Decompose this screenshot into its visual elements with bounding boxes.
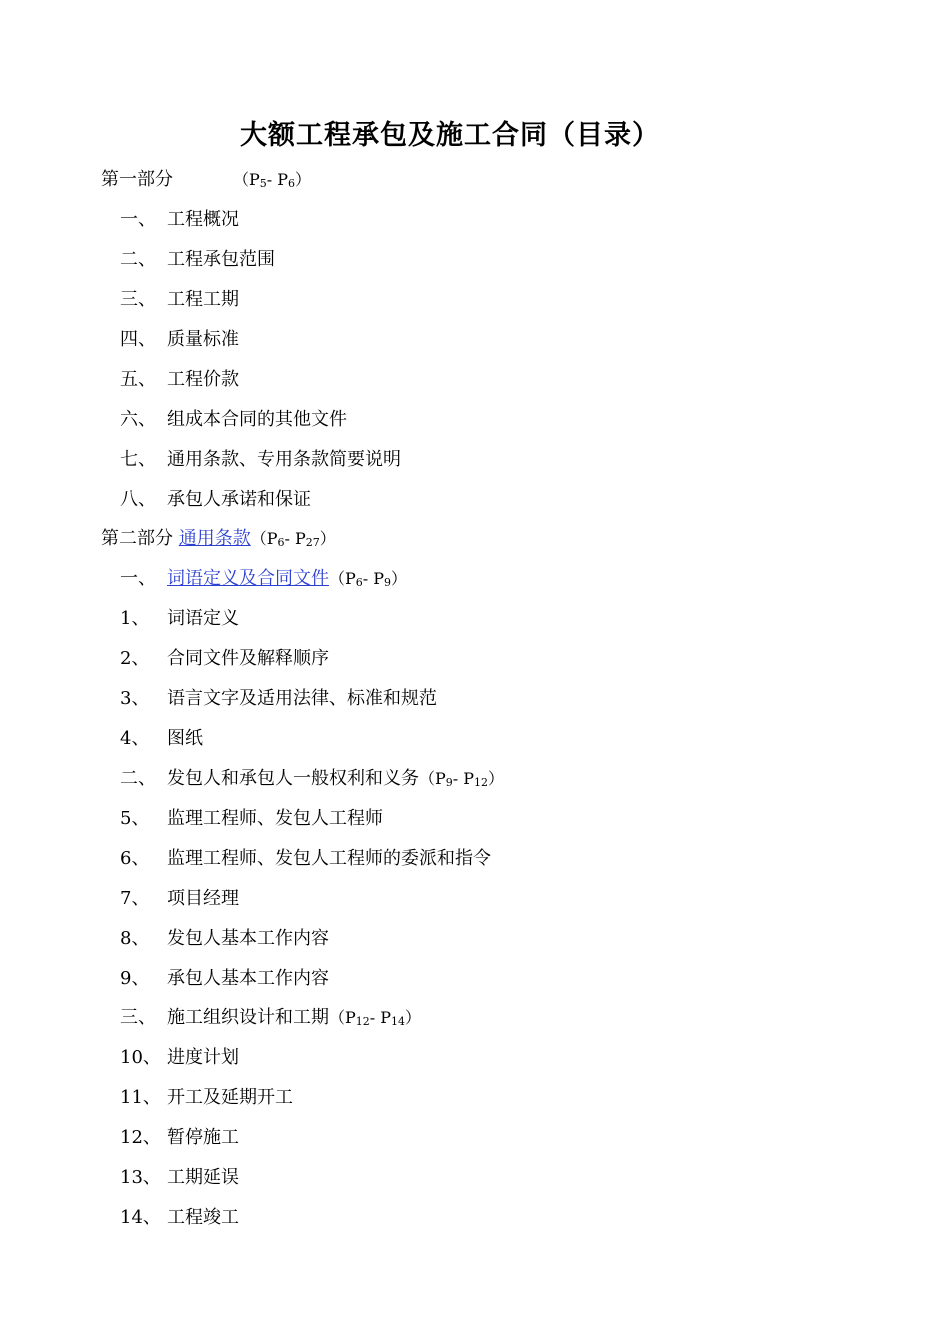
toc-item: 二、 工程承包范围 bbox=[120, 249, 275, 270]
document-title: 大额工程承包及施工合同（目录） bbox=[240, 120, 660, 151]
section-2-page-range: （$P_9-$ $P_{12}$） bbox=[419, 769, 505, 789]
toc-item: 2、 合同文件及解释顺序 bbox=[120, 648, 329, 669]
section-3-page-range: （$P_{12}-$ $P_{14}$） bbox=[329, 1008, 422, 1028]
toc-item: 12、 暂停施工 bbox=[120, 1127, 239, 1148]
toc-item: 8、 发包人基本工作内容 bbox=[120, 928, 329, 949]
section-3-heading: 三、 施工组织设计和工期（$P_{12}-$ $P_{14}$） bbox=[120, 1007, 422, 1028]
toc-item: 7、 项目经理 bbox=[120, 888, 239, 909]
toc-item: 14、 工程竣工 bbox=[120, 1207, 239, 1228]
toc-item: 4、 图纸 bbox=[120, 728, 203, 749]
toc-item: 1、 词语定义 bbox=[120, 608, 239, 629]
toc-item: 6、 监理工程师、发包人工程师的委派和指令 bbox=[120, 848, 491, 869]
toc-item: 5、 监理工程师、发包人工程师 bbox=[120, 808, 383, 829]
toc-item: 9、 承包人基本工作内容 bbox=[120, 968, 329, 989]
part-2-page-range: （$P_6-$ $P_{27}$） bbox=[250, 529, 336, 549]
part-1-heading bbox=[101, 168, 311, 196]
part-1-page-range: （$P_5-$ $P_6$） bbox=[233, 170, 312, 190]
part-1-label: 第一部分 bbox=[101, 169, 173, 190]
toc-item: 四、 质量标准 bbox=[120, 329, 239, 350]
toc-item: 13、 工期延误 bbox=[120, 1167, 239, 1188]
section-1-page-range: （$P_6-$ $P_9$） bbox=[329, 569, 408, 589]
part-2-heading bbox=[101, 527, 336, 555]
definitions-link[interactable]: 词语定义及合同文件 bbox=[167, 568, 329, 589]
toc-item: 三、 工程工期 bbox=[120, 289, 239, 310]
toc-item: 八、 承包人承诺和保证 bbox=[120, 489, 311, 510]
toc-item: 六、 组成本合同的其他文件 bbox=[120, 409, 347, 430]
toc-item: 一、 工程概况 bbox=[120, 209, 239, 230]
section-1-heading: 一、 词语定义及合同文件（$P_6-$ $P_9$） bbox=[120, 568, 408, 589]
section-2-heading: 二、 发包人和承包人一般权利和义务（$P_9-$ $P_{12}$） bbox=[120, 768, 505, 789]
part-2-label: 第二部分 bbox=[101, 528, 173, 549]
toc-item: 10、 进度计划 bbox=[120, 1047, 239, 1068]
general-terms-link[interactable]: 通用条款 bbox=[178, 528, 251, 549]
toc-item: 3、 语言文字及适用法律、标准和规范 bbox=[120, 688, 437, 709]
toc-item: 七、 通用条款、专用条款简要说明 bbox=[120, 449, 401, 470]
toc-item: 五、 工程价款 bbox=[120, 369, 239, 390]
toc-item: 11、 开工及延期开工 bbox=[120, 1087, 293, 1108]
